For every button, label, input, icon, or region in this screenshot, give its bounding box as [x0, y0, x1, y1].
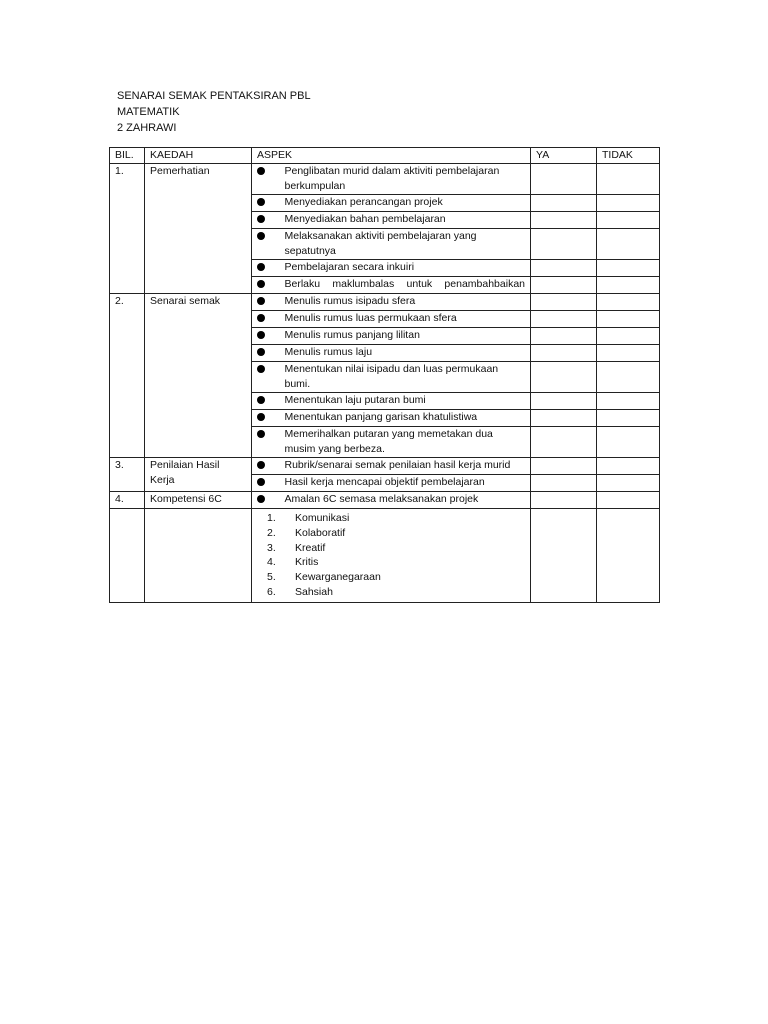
col-tidak: TIDAK — [597, 148, 660, 164]
bullet-icon — [252, 277, 280, 294]
tidak-checkbox[interactable] — [597, 393, 660, 410]
aspek-cell: Memerihalkan putaran yang memetakan dua musim yang berbeza. — [280, 427, 531, 458]
ya-checkbox[interactable] — [531, 164, 597, 195]
ya-checkbox[interactable] — [531, 362, 597, 393]
ya-checkbox[interactable] — [531, 475, 597, 492]
bil-cell: 3. — [110, 458, 145, 492]
kaedah-cell: Senarai semak — [145, 294, 252, 458]
ya-checkbox[interactable] — [531, 294, 597, 311]
list-item: 2. Kolaboratif — [267, 526, 346, 539]
col-ya: YA — [531, 148, 597, 164]
table-row — [110, 492, 660, 509]
document-header — [117, 88, 311, 136]
aspek-cell: Menyediakan perancangan projek — [280, 195, 531, 212]
tidak-checkbox[interactable] — [597, 509, 660, 603]
bullet-icon — [252, 328, 280, 345]
tidak-checkbox[interactable] — [597, 410, 660, 427]
bil-cell-empty — [110, 509, 145, 603]
list-item: 6. Sahsiah — [267, 585, 333, 598]
ya-checkbox[interactable] — [531, 458, 597, 475]
bullet-icon — [252, 458, 280, 475]
bullet-icon — [252, 410, 280, 427]
tidak-checkbox[interactable] — [597, 362, 660, 393]
tidak-checkbox[interactable] — [597, 311, 660, 328]
ya-checkbox[interactable] — [531, 492, 597, 509]
tidak-checkbox[interactable] — [597, 229, 660, 260]
table-row — [110, 164, 660, 195]
aspek-cell: Menulis rumus isipadu sfera — [280, 294, 531, 311]
bullet-icon — [252, 393, 280, 410]
ya-checkbox[interactable] — [531, 509, 597, 603]
col-kaedah: KAEDAH — [145, 148, 252, 164]
checklist-table — [109, 147, 660, 603]
kaedah-cell-empty — [145, 509, 252, 603]
bullet-icon — [252, 212, 280, 229]
col-bil: BIL. — [110, 148, 145, 164]
aspek-cell: Pembelajaran secara inkuiri — [280, 260, 531, 277]
ya-checkbox[interactable] — [531, 328, 597, 345]
bullet-icon — [252, 229, 280, 260]
bil-cell: 4. — [110, 492, 145, 509]
aspek-cell: Menulis rumus panjang lilitan — [280, 328, 531, 345]
header-row — [110, 148, 660, 164]
list-item: 1. Komunikasi — [267, 512, 350, 524]
title-line: SENARAI SEMAK PENTAKSIRAN PBL — [117, 90, 311, 102]
bullet-icon — [252, 492, 280, 509]
subject-line: MATEMATIK — [117, 106, 180, 118]
bullet-icon — [252, 195, 280, 212]
class-line: 2 ZAHRAWI — [117, 122, 177, 134]
bullet-icon — [252, 362, 280, 393]
aspek-cell: Menentukan nilai isipadu dan luas permukaan bumi. — [280, 362, 531, 393]
ya-checkbox[interactable] — [531, 277, 597, 294]
bullet-icon — [252, 345, 280, 362]
ya-checkbox[interactable] — [531, 195, 597, 212]
bullet-icon — [252, 427, 280, 458]
ya-checkbox[interactable] — [531, 345, 597, 362]
aspek-cell: Hasil kerja mencapai objektif pembelajaran — [280, 475, 531, 492]
aspek-cell: Melaksanakan aktiviti pembelajaran yang sepatutnya — [280, 229, 531, 260]
kaedah-cell: Penilaian Hasil Kerja — [145, 458, 252, 492]
tidak-checkbox[interactable] — [597, 475, 660, 492]
tidak-checkbox[interactable] — [597, 458, 660, 475]
aspek-cell: Penglibatan murid dalam aktiviti pembelajaran berkumpulan — [280, 164, 531, 195]
bullet-icon — [252, 164, 280, 195]
bullet-icon — [252, 311, 280, 328]
tidak-checkbox[interactable] — [597, 345, 660, 362]
bullet-icon — [252, 475, 280, 492]
aspek-cell: Rubrik/senarai semak penilaian hasil kerja murid — [280, 458, 531, 475]
table-row — [110, 458, 660, 475]
aspek-cell: Menyediakan bahan pembelajaran — [280, 212, 531, 229]
ya-checkbox[interactable] — [531, 427, 597, 458]
tidak-checkbox[interactable] — [597, 260, 660, 277]
tidak-checkbox[interactable] — [597, 328, 660, 345]
ya-checkbox[interactable] — [531, 260, 597, 277]
bil-cell: 2. — [110, 294, 145, 458]
tidak-checkbox[interactable] — [597, 427, 660, 458]
aspek-cell: Menentukan laju putaran bumi — [280, 393, 531, 410]
list-item: 4. Kritis — [267, 556, 319, 569]
table-row — [110, 509, 660, 603]
kaedah-cell: Kompetensi 6C — [145, 492, 252, 509]
kaedah-cell: Pemerhatian — [145, 164, 252, 294]
sixc-list-cell — [252, 509, 531, 603]
tidak-checkbox[interactable] — [597, 277, 660, 294]
table-row — [110, 294, 660, 311]
bullet-icon — [252, 260, 280, 277]
ya-checkbox[interactable] — [531, 229, 597, 260]
tidak-checkbox[interactable] — [597, 164, 660, 195]
ya-checkbox[interactable] — [531, 393, 597, 410]
tidak-checkbox[interactable] — [597, 212, 660, 229]
tidak-checkbox[interactable] — [597, 294, 660, 311]
ya-checkbox[interactable] — [531, 212, 597, 229]
bullet-icon — [252, 294, 280, 311]
ya-checkbox[interactable] — [531, 311, 597, 328]
list-item: 3. Kreatif — [267, 541, 326, 554]
list-item: 5. Kewarganegaraan — [267, 571, 381, 584]
aspek-cell: Berlaku maklumbalas untuk penambahbaikan — [280, 277, 531, 294]
tidak-checkbox[interactable] — [597, 195, 660, 212]
col-aspek: ASPEK — [252, 148, 531, 164]
sixc-list — [257, 511, 525, 600]
bil-cell: 1. — [110, 164, 145, 294]
ya-checkbox[interactable] — [531, 410, 597, 427]
aspek-cell: Menentukan panjang garisan khatulistiwa — [280, 410, 531, 427]
aspek-cell: Menulis rumus luas permukaan sfera — [280, 311, 531, 328]
aspek-cell: Menulis rumus laju — [280, 345, 531, 362]
tidak-checkbox[interactable] — [597, 492, 660, 509]
aspek-cell: Amalan 6C semasa melaksanakan projek — [280, 492, 531, 509]
